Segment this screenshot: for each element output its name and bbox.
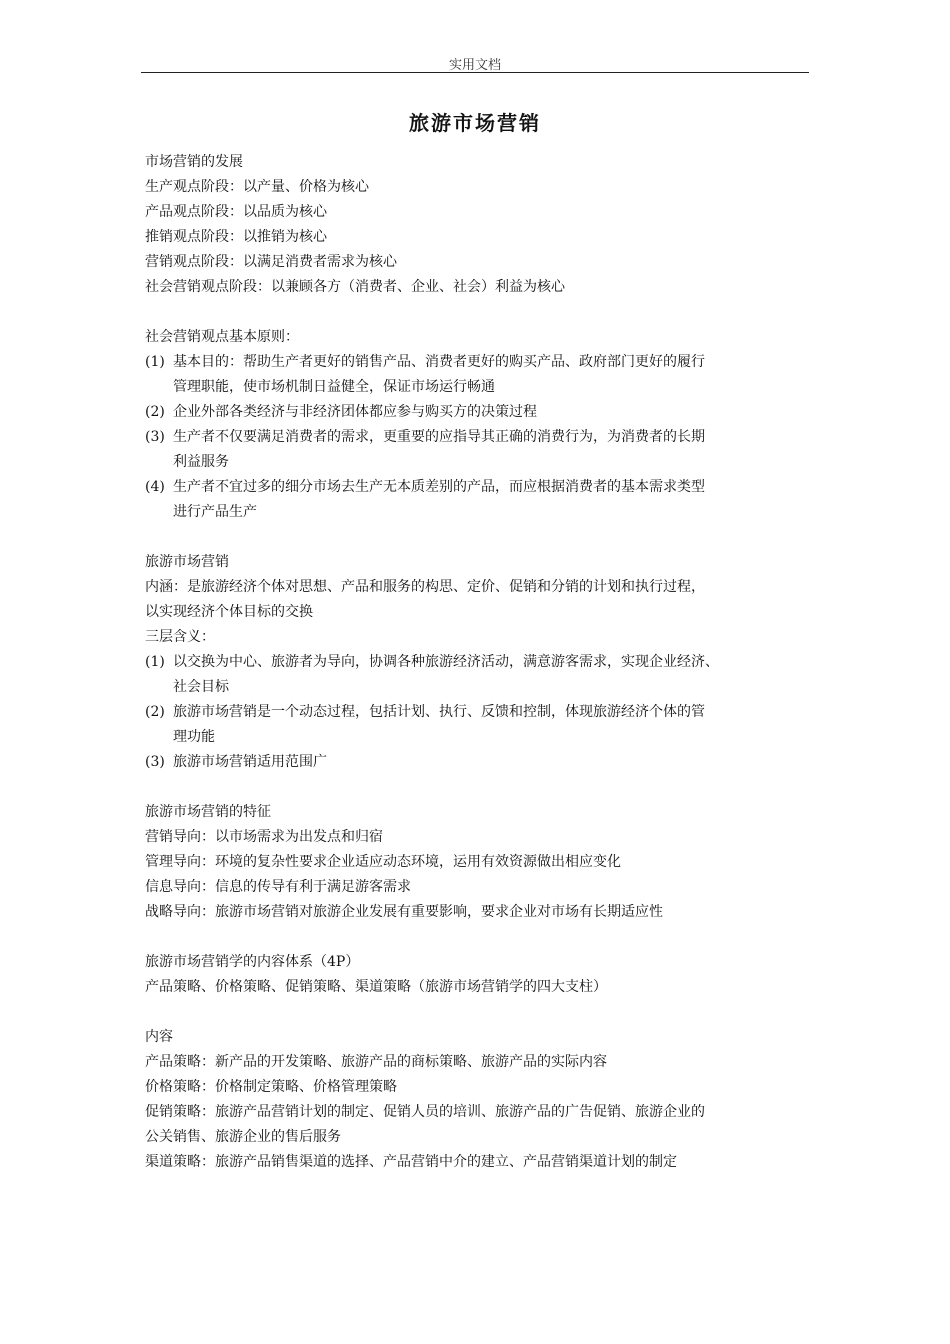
- dev-line: 推销观点阶段：以推销为核心: [145, 229, 327, 245]
- spacer: [145, 1000, 815, 1025]
- spacer: [145, 775, 815, 800]
- content-channel-line: 渠道策略：旅游产品销售渠道的选择、产品营销中介的建立、产品营销渠道计划的制定: [145, 1154, 677, 1170]
- item-text-cont: 利益服务: [173, 454, 229, 470]
- definition-line: 内涵：是旅游经济个体对思想、产品和服务的构思、定价、促销和分销的计划和执行过程，: [145, 579, 705, 595]
- content-price-line: 价格策略：价格制定策略、价格管理策略: [145, 1079, 397, 1095]
- meaning-heading: 三层含义：: [145, 629, 215, 645]
- section-heading-features: 旅游市场营销的特征: [145, 804, 271, 820]
- principle-item: [145, 400, 815, 425]
- page-header: 实用文档: [448, 58, 501, 73]
- item-number: (3): [145, 754, 165, 770]
- dev-line: 生产观点阶段：以产量、价格为核心: [145, 179, 369, 195]
- document-body: [145, 150, 815, 1175]
- item-number: (1): [145, 354, 165, 370]
- item-text: 生产者不仅要满足消费者的需求，更重要的应指导其正确的消费行为，为消费者的长期: [173, 429, 705, 445]
- section-heading-development: 市场营销的发展: [145, 154, 243, 170]
- dev-line: 社会营销观点阶段：以兼顾各方（消费者、企业、社会）利益为核心: [145, 279, 565, 295]
- definition-line: 以实现经济个体目标的交换: [145, 604, 313, 620]
- principle-item: [145, 475, 815, 525]
- item-text-cont: 管理职能，使市场机制日益健全，保证市场运行畅通: [173, 379, 495, 395]
- item-number: (4): [145, 479, 165, 495]
- item-text: 企业外部各类经济与非经济团体都应参与购买方的决策过程: [173, 404, 537, 420]
- item-text-cont: 社会目标: [173, 679, 229, 695]
- item-text-cont: 进行产品生产: [173, 504, 257, 520]
- document-title: 旅游市场营销: [409, 111, 541, 135]
- section-heading-content: 内容: [145, 1029, 173, 1045]
- item-number: (2): [145, 704, 165, 720]
- feature-line: 战略导向：旅游市场营销对旅游企业发展有重要影响，要求企业对市场有长期适应性: [145, 904, 663, 920]
- header-divider: [141, 72, 809, 73]
- system-line: 产品策略、价格策略、促销策略、渠道策略（旅游市场营销学的四大支柱）: [145, 979, 607, 995]
- section-heading-principles: 社会营销观点基本原则：: [145, 329, 299, 345]
- feature-line: 管理导向：环境的复杂性要求企业适应动态环境，运用有效资源做出相应变化: [145, 854, 621, 870]
- section-heading-tourism: 旅游市场营销: [145, 554, 229, 570]
- feature-line: 信息导向：信息的传导有利于满足游客需求: [145, 879, 411, 895]
- principle-item: [145, 425, 815, 475]
- principle-item: [145, 350, 815, 400]
- feature-line: 营销导向：以市场需求为出发点和归宿: [145, 829, 383, 845]
- item-number: (1): [145, 654, 165, 670]
- section-heading-system: 旅游市场营销学的内容体系（4P）: [145, 954, 360, 970]
- content-promo-line-cont: 公关销售、旅游企业的售后服务: [145, 1129, 341, 1145]
- spacer: [145, 525, 815, 550]
- meaning-item: [145, 650, 815, 700]
- spacer: [145, 925, 815, 950]
- dev-line: 营销观点阶段：以满足消费者需求为核心: [145, 254, 397, 270]
- item-text: 生产者不宜过多的细分市场去生产无本质差别的产品，而应根据消费者的基本需求类型: [173, 479, 705, 495]
- item-number: (2): [145, 404, 165, 420]
- meaning-item: [145, 750, 815, 775]
- item-text: 基本目的：帮助生产者更好的销售产品、消费者更好的购买产品、政府部门更好的履行: [173, 354, 705, 370]
- item-text: 旅游市场营销适用范围广: [173, 754, 327, 770]
- dev-line: 产品观点阶段：以品质为核心: [145, 204, 327, 220]
- spacer: [145, 300, 815, 325]
- item-number: (3): [145, 429, 165, 445]
- content-product-line: 产品策略：新产品的开发策略、旅游产品的商标策略、旅游产品的实际内容: [145, 1054, 607, 1070]
- item-text-cont: 理功能: [173, 729, 215, 745]
- item-text: 旅游市场营销是一个动态过程，包括计划、执行、反馈和控制，体现旅游经济个体的管: [173, 704, 705, 720]
- meaning-item: [145, 700, 815, 750]
- content-promo-line: 促销策略：旅游产品营销计划的制定、促销人员的培训、旅游产品的广告促销、旅游企业的: [145, 1104, 705, 1120]
- item-text: 以交换为中心、旅游者为导向，协调各种旅游经济活动，满意游客需求，实现企业经济、: [173, 654, 719, 670]
